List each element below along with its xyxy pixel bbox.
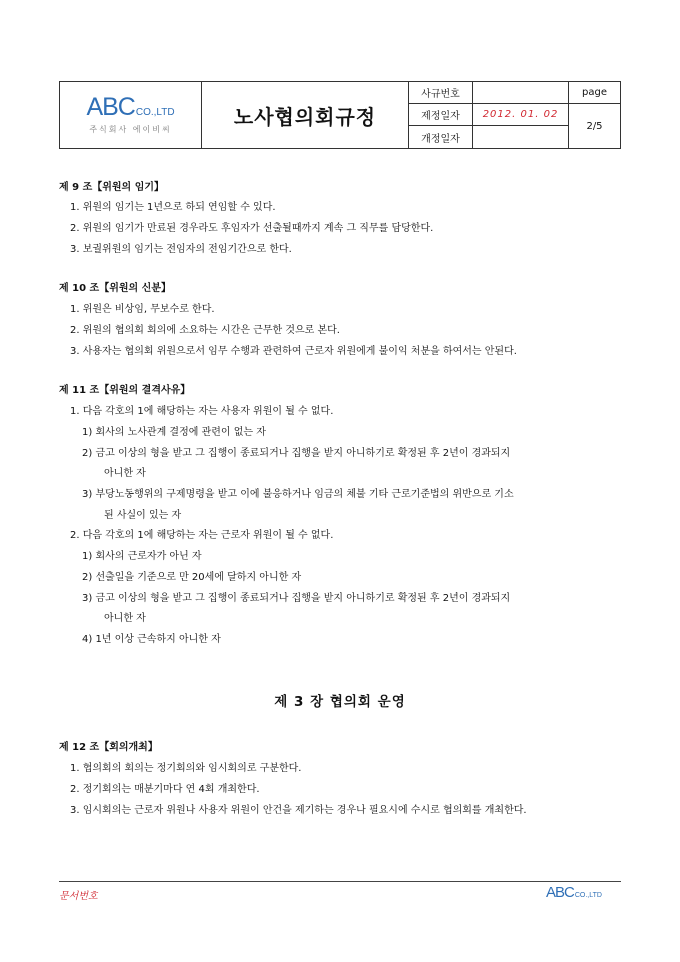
article-9-item: 3. 보궐위원의 임기는 전임자의 전임기간으로 한다. — [70, 244, 292, 255]
article-10-item: 2. 위원의 협의회 회의에 소요하는 시간은 근무한 것으로 본다. — [70, 325, 340, 336]
article-12-item: 2. 정기회의는 매분기마다 연 4회 개최한다. — [70, 784, 260, 795]
article-10-title: 제 10 조【위원의 신분】 — [59, 283, 171, 294]
article-11-item: 1. 다음 각호의 1에 해당하는 자는 사용자 위원이 될 수 없다. — [70, 406, 334, 417]
footer-doc-no-label: 문서번호 — [59, 891, 98, 902]
chapter-heading: 제 3 장 협의회 운영 — [274, 694, 406, 710]
article-9-item: 1. 위원의 임기는 1년으로 하되 연임할 수 있다. — [70, 202, 276, 213]
article-11-subitem: 3) 금고 이상의 형을 받고 그 집행이 종료되거나 집행을 받지 아니하기로 확정된 후 2년이 경과되지 — [82, 593, 511, 604]
document-title: 노사협의회규정 — [202, 82, 409, 148]
page-number: 2/5 — [586, 120, 603, 132]
logo-text: ABC — [86, 93, 135, 121]
article-11-subitem: 3) 부당노동행위의 구제명령을 받고 이에 불응하거나 임금의 체불 기타 근로기준법의 위반으로 기소 — [82, 489, 514, 500]
footer-logo-suffix: CO.,LTD — [574, 892, 602, 899]
footer-logo — [546, 884, 602, 901]
doc-no-label: 사규번호 — [409, 82, 473, 104]
article-12-item: 1. 협의회의 회의는 정기회의와 임시회의로 구분한다. — [70, 763, 302, 774]
article-11-subitem-cont: 아니한 자 — [104, 613, 146, 624]
article-10-item: 1. 위원은 비상임, 무보수로 한다. — [70, 304, 215, 315]
page-label: page — [569, 82, 620, 104]
article-11-subitem: 1) 회사의 근로자가 아닌 자 — [82, 551, 202, 562]
revised-date — [473, 126, 569, 148]
document-header — [59, 81, 621, 149]
article-11-subitem-cont: 된 사실이 있는 자 — [104, 510, 182, 521]
enacted-date: 2012. 01. 02 — [473, 104, 569, 126]
article-11-subitem: 2) 선출일을 기준으로 만 20세에 달하지 아니한 자 — [82, 572, 302, 583]
article-9-title: 제 9 조【위원의 임기】 — [59, 182, 165, 193]
doc-no-value — [473, 82, 569, 104]
article-12-item: 3. 임시회의는 근로자 위원나 사용자 위원이 안건을 제기하는 경우나 필요시에 수시로 협의회를 개최한다. — [70, 805, 527, 816]
footer-logo-text: ABC — [546, 884, 574, 901]
article-10-item: 3. 사용자는 협의회 위원으로서 임무 수행과 관련하여 근로자 위원에게 불이익 처분을 하여서는 안된다. — [70, 346, 517, 357]
article-11-title: 제 11 조【위원의 결격사유】 — [59, 385, 191, 396]
logo-suffix: CO.,LTD — [135, 107, 175, 118]
article-11-subitem: 1) 회사의 노사관계 결정에 관련이 없는 자 — [82, 427, 266, 438]
article-11-item: 2. 다음 각호의 1에 해당하는 자는 근로자 위원이 될 수 없다. — [70, 530, 334, 541]
revised-label: 개정일자 — [409, 126, 473, 148]
enacted-label: 제정일자 — [409, 104, 473, 126]
footer-divider — [59, 881, 621, 882]
article-9-item: 2. 위원의 임기가 만료된 경우라도 후임자가 선출될때까지 계속 그 직무를 담당한다. — [70, 223, 434, 234]
article-12-title: 제 12 조【회의개최】 — [59, 742, 158, 753]
header-info-grid — [409, 82, 620, 148]
company-logo — [60, 82, 202, 148]
article-11-subitem-cont: 아니한 자 — [104, 468, 146, 479]
article-11-subitem: 2) 금고 이상의 형을 받고 그 집행이 종료되거나 집행을 받지 아니하기로 확정된 후 2년이 경과되지 — [82, 448, 511, 459]
article-11-subitem: 4) 1년 이상 근속하지 아니한 자 — [82, 634, 221, 645]
logo-subtitle: 주식회사 에이비씨 — [89, 125, 172, 134]
